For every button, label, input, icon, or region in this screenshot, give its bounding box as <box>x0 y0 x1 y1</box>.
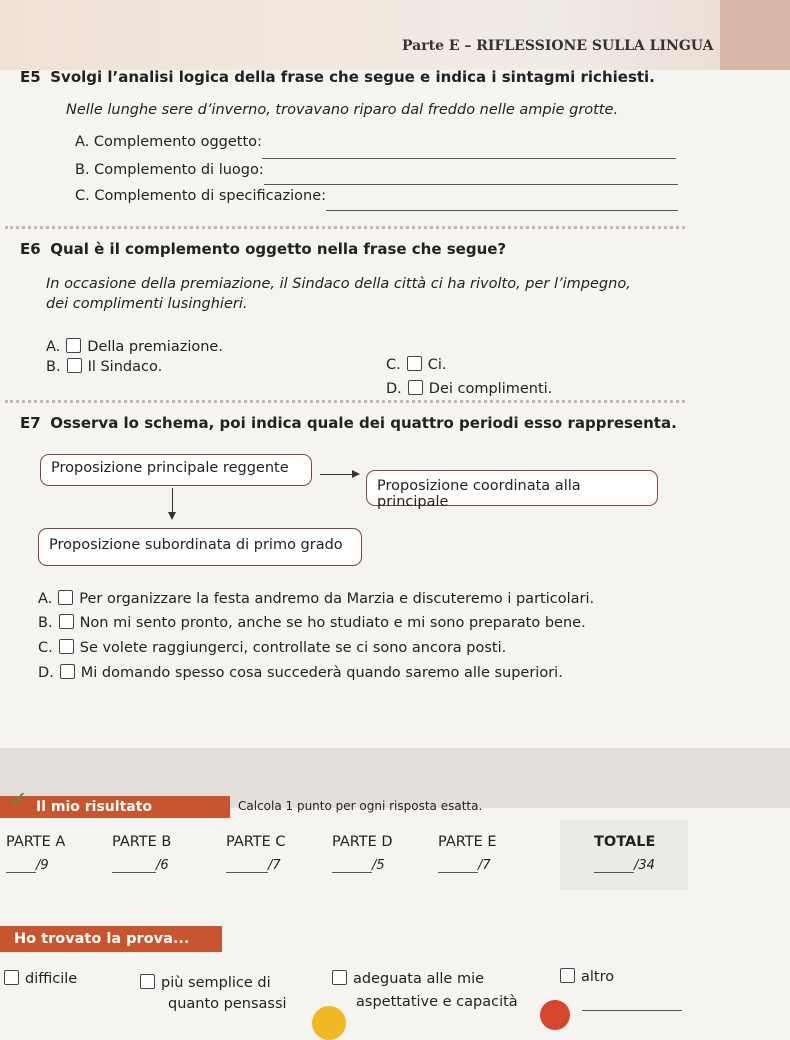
e5-heading <box>20 68 655 86</box>
score-part-d-name: PARTE D <box>332 834 393 850</box>
feedback-altro-line[interactable] <box>582 1010 682 1011</box>
score-part-e-line[interactable] <box>438 872 478 873</box>
e7-option-c[interactable] <box>38 639 506 656</box>
result-badge: Il mio risultato <box>0 796 230 818</box>
e5-answer-line-a[interactable] <box>262 158 676 159</box>
part-title: Parte E – RIFLESSIONE SULLA LINGUA <box>402 38 714 54</box>
feedback-option-semplice[interactable] <box>140 974 271 991</box>
e5-answer-line-b[interactable] <box>264 184 678 185</box>
score-part-b-name: PARTE B <box>112 834 172 850</box>
e5-item-a-letter: A. <box>75 134 90 150</box>
score-part-e: /7 <box>478 858 491 873</box>
checkbox-icon[interactable] <box>59 614 74 629</box>
e5-label: E5 <box>20 68 41 86</box>
checkbox-icon[interactable] <box>140 974 155 989</box>
feedback-option-3-line2: aspettative e capacità <box>356 994 518 1010</box>
e5-item-c-letter: C. <box>75 188 90 204</box>
e7-option-c-letter: C. <box>38 640 53 656</box>
e5-item-a-text: Complemento oggetto: <box>93 134 262 150</box>
score-total: /34 <box>634 858 655 873</box>
e6-option-d-text: Dei complimenti. <box>428 381 553 397</box>
e6-option-d-letter: D. <box>386 381 402 397</box>
e6-label: E6 <box>20 240 41 258</box>
e6-option-d[interactable] <box>386 380 552 397</box>
score-part-e-name: PARTE E <box>438 834 497 850</box>
total-box <box>560 820 688 890</box>
e7-instruction: Osserva lo schema, poi indica quale dei quattro periodi esso rappresenta. <box>50 414 677 432</box>
divider <box>5 226 685 229</box>
feedback-option-2-line2: quanto pensassi <box>168 996 287 1012</box>
arrowhead-down-icon <box>168 512 176 520</box>
e7-option-a[interactable] <box>38 590 594 607</box>
e5-item-c-text: Complemento di specificazione: <box>94 188 327 204</box>
checkbox-icon[interactable] <box>60 664 75 679</box>
e7-option-b-letter: B. <box>38 615 53 631</box>
feedback-option-difficile[interactable] <box>4 970 77 987</box>
checkbox-icon[interactable] <box>59 639 74 654</box>
e6-option-c[interactable] <box>386 356 447 373</box>
score-total-line[interactable] <box>594 872 634 873</box>
schema-main-clause: Proposizione principale reggente <box>40 454 312 486</box>
checkbox-icon[interactable] <box>560 968 575 983</box>
checkbox-icon[interactable] <box>407 356 422 371</box>
schema-subordinate-clause: Proposizione subordinata di primo grado <box>38 528 362 566</box>
score-part-d: /5 <box>372 858 385 873</box>
feedback-option-2-line1: più semplice di <box>161 975 271 991</box>
feedback-option-adeguata[interactable] <box>332 970 484 987</box>
score-part-b-line[interactable] <box>112 872 156 873</box>
checkbox-icon[interactable] <box>408 380 423 395</box>
e6-option-b[interactable] <box>46 358 162 375</box>
e6-instruction: Qual è il complemento oggetto nella frase che segue? <box>50 240 507 258</box>
score-part-d-line[interactable] <box>332 872 372 873</box>
score-part-a-name: PARTE A <box>6 834 66 850</box>
e7-option-d[interactable] <box>38 664 563 681</box>
e7-option-b[interactable] <box>38 614 586 631</box>
schema-coordinate-clause: Proposizione coordinata alla principale <box>366 470 658 506</box>
checkmark-icon: ✓ <box>8 786 29 814</box>
e7-option-b-text: Non mi sento pronto, anche se ho studiato e mi sono preparato bene. <box>79 615 586 631</box>
e6-option-a-letter: A. <box>46 339 61 355</box>
e5-item-c <box>75 188 326 204</box>
e6-option-a[interactable] <box>46 338 223 355</box>
e5-item-b <box>75 162 264 178</box>
arrowhead-right-icon <box>352 470 360 478</box>
feedback-option-1-text: difficile <box>25 971 78 987</box>
checkbox-icon[interactable] <box>4 970 19 985</box>
e6-heading <box>20 240 506 258</box>
arrow-down-icon <box>172 488 173 514</box>
result-note: Calcola 1 punto per ogni risposta esatta. <box>238 799 483 813</box>
e5-answer-line-c[interactable] <box>326 210 678 211</box>
e5-item-b-text: Complemento di luogo: <box>94 162 264 178</box>
feedback-option-altro[interactable] <box>560 968 614 985</box>
header-band <box>0 0 790 70</box>
score-part-c-line[interactable] <box>226 872 268 873</box>
arrow-right-icon <box>320 474 356 475</box>
feedback-option-3-line1: adeguata alle mie <box>353 971 485 987</box>
checkbox-icon[interactable] <box>332 970 347 985</box>
e7-option-c-text: Se volete raggiungerci, controllate se ci sono ancora posti. <box>79 640 507 656</box>
e5-instruction: Svolgi l’analisi logica della frase che segue e indica i sintagmi richiesti. <box>50 68 655 86</box>
e5-sentence: Nelle lunghe sere d’inverno, trovavano riparo dal freddo nelle ampie grotte. <box>66 102 619 118</box>
checkbox-icon[interactable] <box>66 338 81 353</box>
e6-option-b-text: Il Sindaco. <box>87 359 163 375</box>
e5-item-b-letter: B. <box>75 162 90 178</box>
score-part-c: /7 <box>268 858 281 873</box>
e7-option-d-text: Mi domando spesso cosa succederà quando saremo alle superiori. <box>80 665 563 681</box>
score-part-a: /9 <box>36 858 49 873</box>
e7-option-a-letter: A. <box>38 591 53 607</box>
score-total-name: TOTALE <box>594 834 656 850</box>
e5-item-a <box>75 134 262 150</box>
score-part-c-name: PARTE C <box>226 834 286 850</box>
e6-option-b-letter: B. <box>46 359 61 375</box>
e7-option-a-text: Per organizzare la festa andremo da Marzia e discuteremo i particolari. <box>79 591 595 607</box>
e6-option-c-text: Ci. <box>427 357 447 373</box>
e7-label: E7 <box>20 414 41 432</box>
score-part-a-line[interactable] <box>6 872 36 873</box>
checkbox-icon[interactable] <box>67 358 82 373</box>
header-corner <box>720 0 790 70</box>
sad-face-icon <box>540 1000 570 1030</box>
score-part-b: /6 <box>156 858 169 873</box>
e6-option-a-text: Della premiazione. <box>87 339 223 355</box>
e6-sentence-line1: In occasione della premiazione, il Sindaco della città ci ha rivolto, per l’impegno, <box>46 276 631 292</box>
checkbox-icon[interactable] <box>58 590 73 605</box>
e6-option-c-letter: C. <box>386 357 401 373</box>
feedback-option-4-text: altro <box>581 969 615 985</box>
e7-heading <box>20 414 677 432</box>
feedback-badge: Ho trovato la prova... <box>0 926 222 952</box>
smiley-icon <box>312 1006 346 1040</box>
e6-sentence-line2: dei complimenti lusinghieri. <box>46 296 248 312</box>
divider <box>5 400 685 403</box>
e7-option-d-letter: D. <box>38 665 54 681</box>
